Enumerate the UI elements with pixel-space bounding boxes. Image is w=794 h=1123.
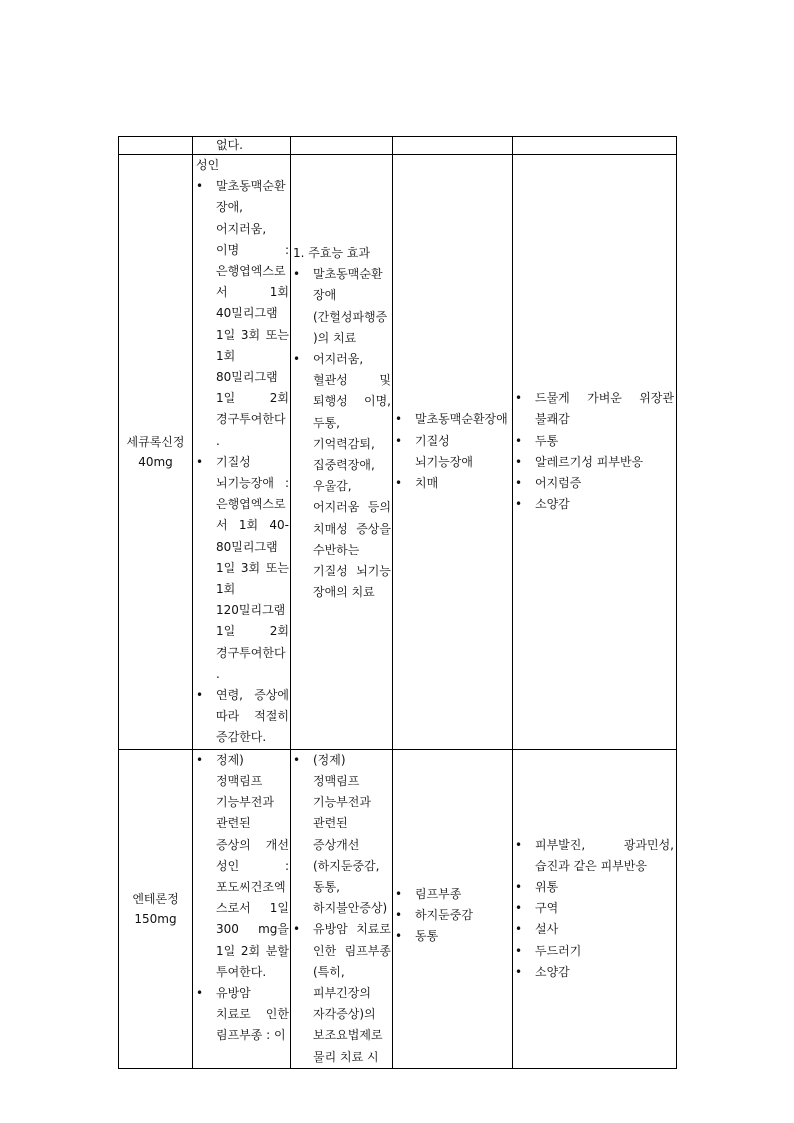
table-row-drug-enteron	[119, 749, 677, 1068]
dosage-header: 성인	[196, 158, 220, 172]
indication-item: • 림프부종	[395, 884, 511, 905]
dosage-continuation-text: 없다.	[216, 138, 243, 152]
dosage-item: • 정제)정맥림프 기능부전과 관련된 증상의 개선 성인 : 포도씨건조엑스로서 1일 300 mg을 1일 2회 분할 투여한다.	[196, 750, 289, 983]
drug-info-table	[118, 136, 677, 1069]
side-effect-item: • 소양감	[515, 962, 674, 983]
indication-item: • 치매	[395, 473, 511, 494]
effect-list	[293, 750, 391, 1068]
side-effect-item: • 설사	[515, 919, 674, 940]
side-effect-item: • 구역	[515, 898, 674, 919]
side-effect-item: • 소양감	[515, 494, 674, 515]
side-effects-list	[515, 388, 674, 515]
indication-item: • 동통	[395, 926, 511, 947]
dosage-cell	[193, 137, 291, 155]
side-effects-cell	[513, 155, 677, 750]
drug-name: 세큐록신정	[126, 434, 185, 449]
side-effect-item: • 두통	[515, 431, 674, 452]
effect-heading: 1. 주효능 효과	[293, 246, 371, 260]
effect-cell	[291, 137, 393, 155]
table-row-continuation	[119, 137, 677, 155]
indication-list	[395, 409, 511, 494]
drug-name-cell	[119, 749, 193, 1068]
dosage-item: • 말초동맥순환장애, 어지러움, 이명 : 은행엽엑스로서 1회 40밀리그램 1일 3회 또는 1회 80밀리그램 1일 2회 경구투여한다.	[196, 176, 289, 452]
dosage-cell	[193, 749, 291, 1068]
indication-item: • 말초동맥순환장애	[395, 409, 511, 430]
side-effect-item: • 두드러기	[515, 941, 674, 962]
indication-cell	[393, 155, 513, 750]
table-row-drug-securoxin	[119, 155, 677, 750]
side-effect-item: • 드물게 가벼운 위장관 불쾌감	[515, 388, 674, 430]
drug-strength: 150mg	[134, 911, 177, 926]
side-effects-cell	[513, 137, 677, 155]
effect-cell	[291, 749, 393, 1068]
indication-cell	[393, 749, 513, 1068]
effect-item: • 유방암 치료로 인한 림프부종(특히, 피부긴장의 자각증상)의 보조요법제로 물리 치료 시	[293, 919, 391, 1067]
indication-item: • 하지둔중감	[395, 905, 511, 926]
dosage-item: • 유방암 치료로 인한 림프부종 : 이	[196, 983, 289, 1047]
indication-list	[395, 884, 511, 948]
indication-cell	[393, 137, 513, 155]
effect-item: • (정제)정맥림프 기능부전과 관련된 증상개선(하지둔중감, 동통, 하지불안증상)	[293, 750, 391, 920]
side-effect-item: • 알레르기성 피부반응	[515, 452, 674, 473]
dosage-list	[196, 750, 289, 1047]
drug-name: 엔테론정	[132, 891, 179, 906]
drug-strength: 40mg	[138, 454, 173, 469]
drug-name-cell	[119, 137, 193, 155]
side-effect-item: • 어지럼증	[515, 473, 674, 494]
dosage-item: • 기질성 뇌기능장애 : 은행엽엑스로서 1회 40-80밀리그램 1일 3회 또는 1회 120밀리그램 1일 2회 경구투여한다.	[196, 452, 289, 685]
side-effect-item: • 피부발진, 광과민성, 습진과 같은 피부반응	[515, 835, 674, 877]
effect-cell	[291, 155, 393, 750]
effect-item: • 어지러움, 혈관성 및 퇴행성 이명, 두통, 기억력감퇴, 집중력장애, 우울감, 어지러움 등의 치매성 증상을 수반하는 기질성 뇌기능 장애의 치료	[293, 349, 391, 603]
effect-list	[293, 264, 391, 603]
indication-item: • 기질성 뇌기능장애	[395, 431, 511, 473]
side-effect-item: • 위통	[515, 877, 674, 898]
side-effects-cell	[513, 749, 677, 1068]
dosage-item: • 연령, 증상에 따라 적절히 증감한다.	[196, 685, 289, 749]
drug-name-cell	[119, 155, 193, 750]
dosage-list	[196, 176, 289, 748]
side-effects-list	[515, 835, 674, 983]
effect-item: • 말초동맥순환장애(간헐성파행증)의 치료	[293, 264, 391, 349]
dosage-cell	[193, 155, 291, 750]
